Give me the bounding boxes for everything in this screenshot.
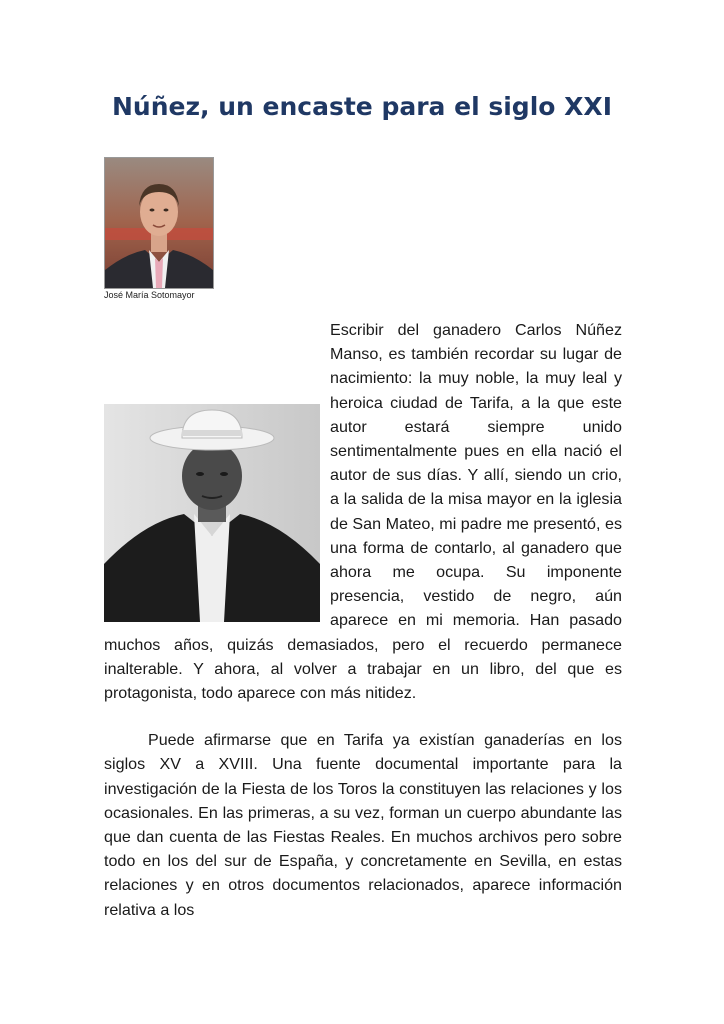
paragraph: Escribir del ganadero Carlos Núñez Manso, es también recordar su lugar de nacimiento: la muy noble, la muy leal y heroica ciudad de Tarifa, a la que este autor estará siempre unido sentimentalmente pues en ella nació el autor de sus días. Y allí, siendo un crio, a la salida de la misa mayor en la iglesia de San Mateo, mi padre me presentó, es una forma de contarlo, al ganadero que ahora me ocupa. Su imponente presencia, vestido de negro, aún aparece en mi memoria. Han pasado muchos años, quizás demasiados, pero el recuerdo permanece inalterable. Y ahora, al volver a trabajar en un libro, del que es protagonista, todo aparece con más nitidez. — [104, 321, 622, 703]
page-title: Núñez, un encaste para el siglo XXI — [112, 92, 612, 121]
historic-photo — [104, 404, 320, 622]
author-photo — [104, 157, 214, 289]
paragraph: Puede afirmarse que en Tarifa ya existían ganaderías en los siglos XV a XVIII. Una fuente documental importante para la investigación de la Fiesta de los Toros la constituyen las relaciones y los ocasionales. En las primeras, a su vez, forman un cuerpo abundante las que dan cuenta de las Fiestas Reales. En muchos archivos pero sobre todo en los del sur de España, y concretamente en Sevilla, en estas relaciones y en otros documentos relacionados, aparece información relativa a los — [104, 731, 622, 919]
author-caption: José María Sotomayor — [104, 290, 195, 300]
article-body — [104, 318, 622, 945]
